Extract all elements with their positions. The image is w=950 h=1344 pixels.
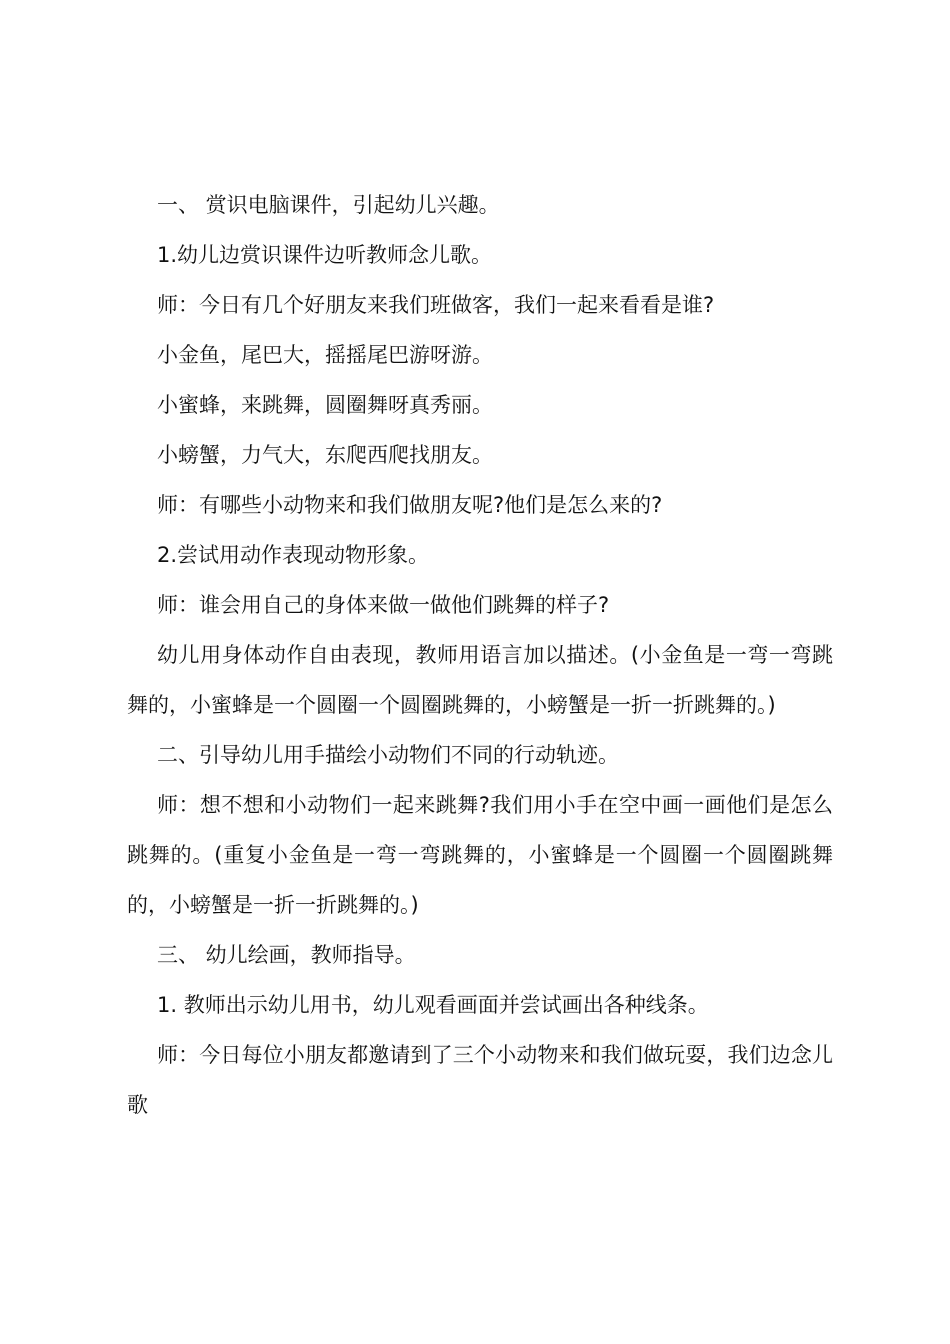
step-1-2: 2.尝试用动作表现动物形象。 — [157, 543, 430, 567]
section-heading-2: 二、引导幼儿用手描绘小动物们不同的行动轨迹。 — [157, 743, 619, 767]
step-1-1: 1.幼儿边赏识课件边听教师念儿歌。 — [157, 243, 493, 267]
document-body — [127, 180, 833, 1130]
teacher-line: 师：有哪些小动物来和我们做朋友呢?他们是怎么来的? — [157, 493, 663, 517]
activity-description: 幼儿用身体动作自由表现，教师用语言加以描述。(小金鱼是一弯一弯跳舞的，小蜜蜂是一个圆圈一个圆圈跳舞的，小螃蟹是一折一折跳舞的。) — [127, 643, 833, 717]
rhyme-line-crab: 小螃蟹，力气大，东爬西爬找朋友。 — [157, 443, 493, 467]
step-3-1: 1. 教师出示幼儿用书，幼儿观看画面并尝试画出各种线条。 — [157, 993, 709, 1017]
teacher-line: 师：想不想和小动物们一起来跳舞?我们用小手在空中画一画他们是怎么跳舞的。(重复小金鱼是一弯一弯跳舞的，小蜜蜂是一个圆圈一个圆圈跳舞的，小螃蟹是一折一折跳舞的。) — [127, 793, 833, 917]
rhyme-line-bee: 小蜜蜂，来跳舞，圆圈舞呀真秀丽。 — [157, 393, 493, 417]
section-heading-3: 三、 幼儿绘画，教师指导。 — [157, 943, 416, 967]
section-heading-1: 一、 赏识电脑课件，引起幼儿兴趣。 — [157, 193, 500, 217]
teacher-line: 师：今日有几个好朋友来我们班做客，我们一起来看看是谁? — [157, 293, 715, 317]
rhyme-line-goldfish: 小金鱼，尾巴大，摇摇尾巴游呀游。 — [157, 343, 493, 367]
teacher-line: 师：今日每位小朋友都邀请到了三个小动物来和我们做玩耍，我们边念儿歌 — [127, 1043, 833, 1117]
teacher-line: 师：谁会用自己的身体来做一做他们跳舞的样子? — [157, 593, 610, 617]
